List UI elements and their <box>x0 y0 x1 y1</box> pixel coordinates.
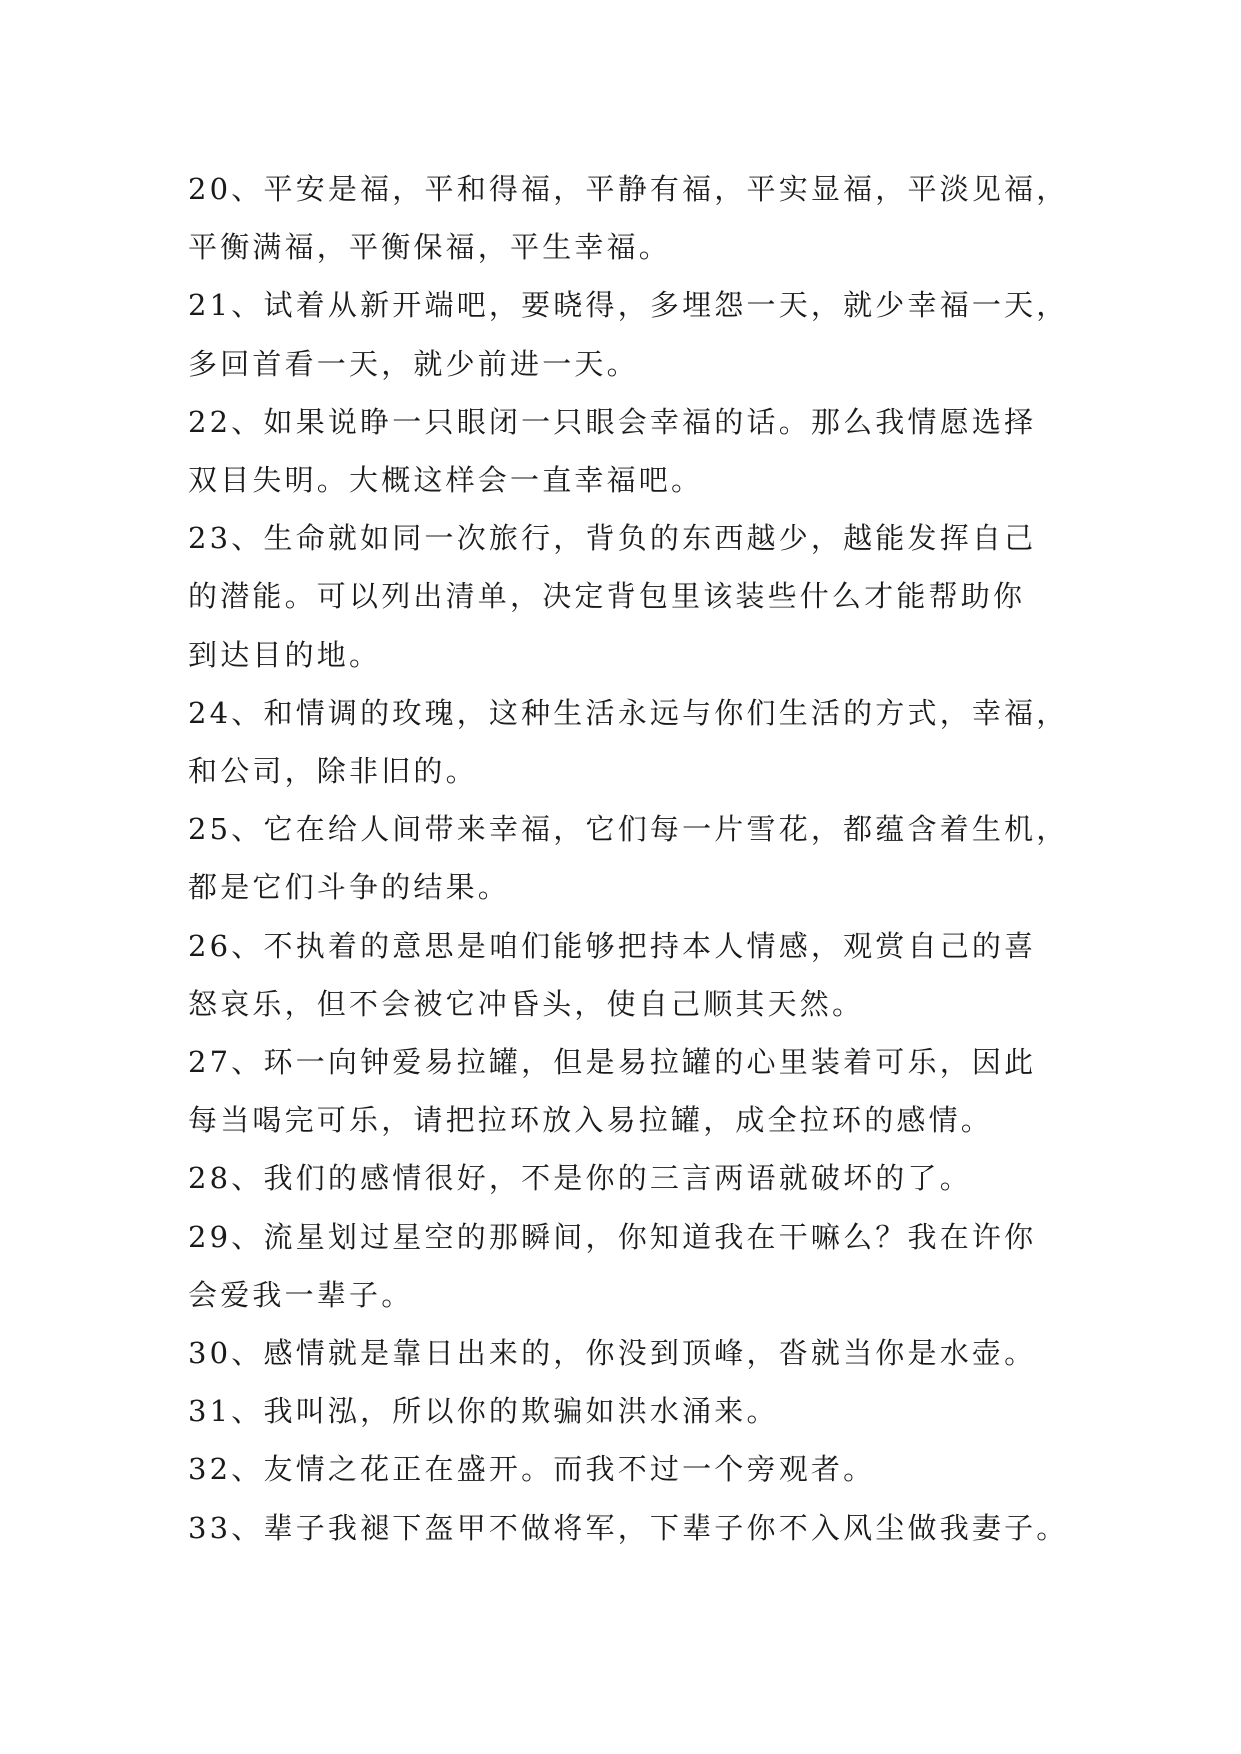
text-line: 27、环一向钟爱易拉罐，但是易拉罐的心里装着可乐，因此 <box>188 1045 1037 1080</box>
text-line: 20、平安是福，平和得福，平静有福，平实显福，平淡见福， <box>188 172 1069 206</box>
text-line: 25、它在给人间带来幸福，它们每一片雪花，都蕴含着生机， <box>188 812 1069 847</box>
text-line: 怒哀乐，但不会被它冲昏头，使自己顺其天然。 <box>188 986 865 1021</box>
text-line: 到达目的地。 <box>188 637 382 672</box>
text-line: 33、辈子我褪下盔甲不做将军，下辈子你不入风尘做我妻子。 <box>188 1510 1069 1545</box>
text-line: 和公司，除非旧的。 <box>188 754 478 789</box>
text-line: 26、不执着的意思是咱们能够把持本人情感，观赏自己的喜 <box>188 928 1037 963</box>
text-line: 30、感情就是靠日出来的，你没到顶峰，沓就当你是水壶。 <box>188 1336 1037 1371</box>
text-line: 会爱我一辈子。 <box>188 1277 414 1312</box>
text-line: 21、试着从新开端吧，要晓得，多埋怨一天，就少幸福一天， <box>188 288 1069 323</box>
text-line: 29、流星划过星空的那瞬间，你知道我在干嘛么？我在许你 <box>188 1219 1037 1254</box>
document-body <box>188 160 1068 1557</box>
text-line: 22、如果说睁一只眼闭一只眼会幸福的话。那么我情愿选择 <box>188 404 1037 439</box>
text-line: 32、友情之花正在盛开。而我不过一个旁观者。 <box>188 1452 876 1487</box>
text-line: 平衡满福，平衡保福，平生幸福。 <box>188 230 672 265</box>
text-line: 都是它们斗争的结果。 <box>188 870 511 905</box>
text-line: 双目失明。大概这样会一直幸福吧。 <box>188 463 704 498</box>
text-line: 多回首看一天，就少前进一天。 <box>188 346 639 381</box>
text-line: 31、我叫泓，所以你的欺骗如洪水涌来。 <box>188 1394 779 1429</box>
text-line: 每当喝完可乐，请把拉环放入易拉罐，成全拉环的感情。 <box>188 1103 994 1138</box>
text-line: 28、我们的感情很好，不是你的三言两语就破坏的了。 <box>188 1161 972 1196</box>
text-line: 23、生命就如同一次旅行，背负的东西越少，越能发挥自己 <box>188 521 1037 556</box>
text-line: 24、和情调的玫瑰，这种生活永远与你们生活的方式，幸福， <box>188 695 1069 730</box>
text-line: 的潜能。可以列出清单，决定背包里该装些什么才能帮助你 <box>188 579 1026 614</box>
